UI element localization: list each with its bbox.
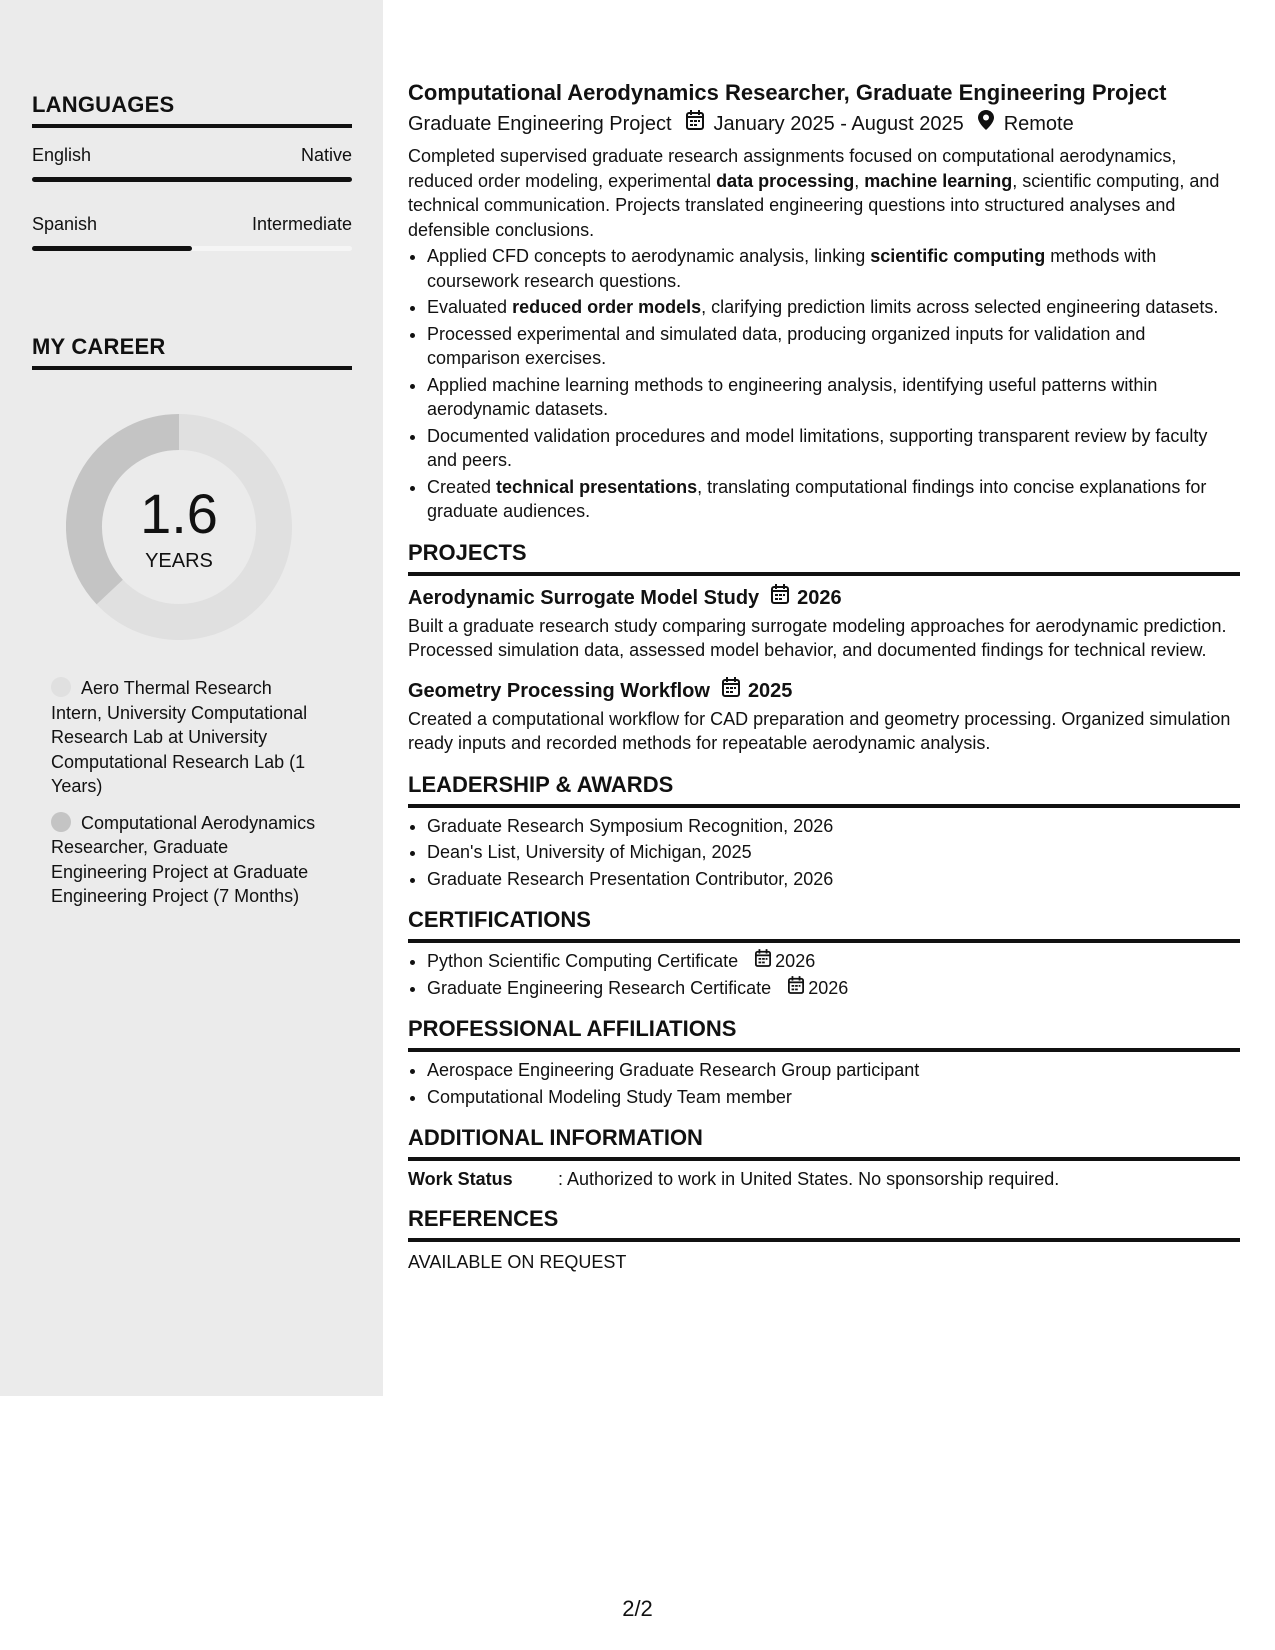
career-legend-label: Computational Aerodynamics Researcher, Graduate Engineering Project at Graduate Engineering Project (7 Months) [51, 812, 316, 906]
language-proficiency-fill [32, 246, 192, 251]
job-bullet [427, 322, 1240, 371]
language-proficiency-bar [32, 246, 352, 251]
affiliation-item: • Aerospace Engineering Graduate Research Group participant [427, 1058, 1240, 1083]
language-level: Native [300, 145, 352, 165]
bullet-text: Created [427, 476, 497, 497]
project-title-row [408, 584, 1240, 612]
summary-text: , [854, 170, 865, 191]
affiliations-list [408, 1058, 1240, 1109]
projects-heading: PROJECTS [408, 538, 1240, 576]
certifications-list [408, 949, 1240, 1000]
calendar-icon [771, 584, 789, 612]
sidebar [0, 0, 383, 1396]
affiliation-item: • Computational Modeling Study Team member [427, 1085, 1240, 1110]
project-year: 2026 [797, 586, 842, 609]
project-description: Built a graduate research study comparing surrogate modeling approaches for aerodynamic prediction. Processed simulation data, assessed model behavior, and documented findings for technical review. [408, 615, 1227, 660]
career-donut-chart [66, 414, 292, 640]
certification-item [427, 976, 1240, 1001]
career-legend-label: Aero Thermal Research Intern, University Computational Research Lab at University Computational Research Lab (1 Years) [51, 678, 308, 796]
page-number: 2/2 [622, 1596, 653, 1621]
calendar-icon [722, 677, 740, 705]
bullet-bold: technical presentations [496, 476, 698, 497]
project-title: Geometry Processing Workflow [408, 679, 710, 702]
calendar-icon [788, 976, 804, 1001]
work-status-row [408, 1169, 1240, 1190]
certification-year: 2026 [775, 951, 816, 971]
bullet-text: methods with coursework research questions. [427, 246, 1157, 291]
bullet-text: Applied machine learning methods to engineering analysis, identifying useful patterns within aerodynamic datasets. [427, 374, 1158, 419]
work-status-label: Work Status [408, 1169, 513, 1189]
job-dates: January 2025 - August 2025 [713, 113, 964, 135]
bullet-bold: reduced order models [512, 297, 702, 317]
job-bullet [427, 373, 1240, 422]
map-pin-icon [978, 110, 994, 138]
bullet-text: Evaluated [427, 297, 513, 317]
certification-name: Python Scientific Computing Certificate [427, 951, 739, 971]
project-title: Aerodynamic Surrogate Model Study [408, 586, 760, 609]
award-item: • Graduate Research Presentation Contributor, 2026 [427, 867, 1240, 892]
project-description: Created a computational workflow for CAD preparation and geometry processing. Organized simulation ready inputs and recorded methods for repeatable aerodynamic analysis. [408, 708, 1231, 753]
project-year: 2025 [747, 679, 793, 702]
summary-text: Completed supervised graduate research assignments focused on computational aerodynamics, reduced order modeling, experimental [408, 146, 1177, 191]
career-legend [51, 676, 321, 921]
certification-name: Graduate Engineering Research Certificate [427, 977, 772, 998]
work-status-value: : Authorized to work in United States. No sponsorship required. [558, 1169, 1060, 1189]
bullet-bold: scientific computing [870, 246, 1046, 266]
bullet-text: , clarifying prediction limits across selected engineering datasets. [701, 297, 1219, 317]
career-legend-item [51, 676, 321, 799]
certification-item [427, 949, 1240, 974]
award-item: • Graduate Research Symposium Recognition, 2026 [427, 814, 1240, 839]
summary-text: , scientific computing, and technical communication. Projects translated engineering questions into structured analyses and defensible conclusions. [408, 170, 1220, 240]
bullet-text: Applied CFD concepts to aerodynamic analysis, linking [427, 246, 871, 266]
career-total-unit: YEARS [145, 550, 213, 572]
job-bullet [427, 244, 1240, 293]
language-level: Intermediate [251, 214, 352, 234]
summary-bold: data processing [716, 170, 855, 191]
main-content [408, 78, 1240, 1273]
job-title: Computational Aerodynamics Researcher, Graduate Engineering Project [408, 80, 1167, 105]
awards-heading: LEADERSHIP & AWARDS [408, 770, 1240, 808]
language-proficiency-fill [32, 177, 352, 182]
job-bullets [408, 244, 1240, 524]
job-meta [408, 110, 1240, 138]
bullet-text: , translating computational findings into concise explanations for graduate audiences. [427, 476, 1207, 521]
language-proficiency-bar [32, 177, 352, 182]
job-bullet [427, 424, 1240, 473]
calendar-icon [686, 110, 704, 138]
affiliations-heading: PROFESSIONAL AFFILIATIONS [408, 1014, 1240, 1052]
job-org: Graduate Engineering Project [408, 113, 672, 135]
bullet-text: Documented validation procedures and model limitations, supporting transparent review by faculty and peers. [427, 425, 1208, 470]
project-title-row [408, 677, 1240, 705]
certification-year: 2026 [808, 977, 849, 998]
certifications-heading: CERTIFICATIONS [408, 905, 1240, 943]
languages-heading: LANGUAGES [32, 92, 352, 128]
job-bullet [427, 295, 1240, 320]
calendar-icon [755, 949, 771, 974]
bullet-text: Processed experimental and simulated data, producing organized inputs for validation and comparison exercises. [427, 323, 1146, 368]
career-heading: MY CAREER [32, 334, 352, 370]
legend-dot-icon [51, 677, 71, 697]
language-name: English [32, 145, 92, 165]
summary-bold: machine learning [864, 170, 1013, 191]
career-total-years: 1.6 [140, 482, 218, 545]
job-bullet [427, 475, 1240, 524]
award-item: • Dean's List, University of Michigan, 2025 [427, 840, 1240, 865]
job-location: Remote [1003, 113, 1074, 135]
job-summary [408, 144, 1240, 242]
language-name: Spanish [32, 214, 98, 234]
references-heading: REFERENCES [408, 1204, 1240, 1242]
career-legend-item [51, 811, 321, 909]
references-text: AVAILABLE ON REQUEST [408, 1252, 627, 1272]
awards-list [408, 814, 1240, 892]
legend-dot-icon [51, 812, 71, 832]
additional-info-heading: ADDITIONAL INFORMATION [408, 1123, 1240, 1161]
